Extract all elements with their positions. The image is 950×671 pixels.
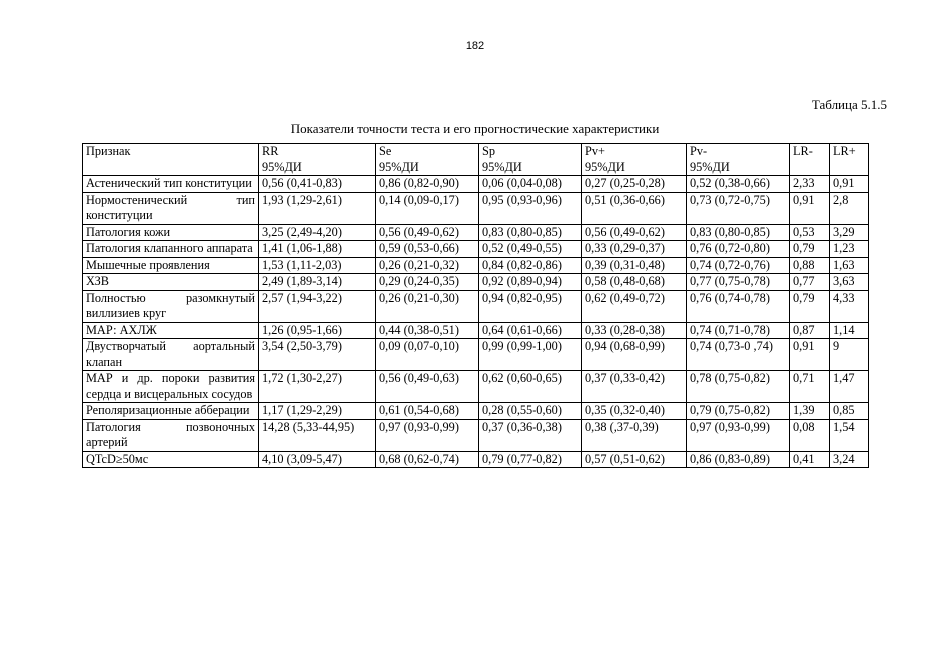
table-cell: 0,27 (0,25-0,28) — [582, 176, 687, 193]
table-cell: 0,77 (0,75-0,78) — [687, 274, 790, 291]
table-cell: 0,56 (0,41-0,83) — [259, 176, 376, 193]
table-cell: 0,29 (0,24-0,35) — [376, 274, 479, 291]
table-cell: 1,17 (1,29-2,29) — [259, 403, 376, 420]
table-cell: 0,91 — [790, 339, 830, 371]
table-cell: 0,87 — [790, 322, 830, 339]
column-header — [790, 144, 830, 176]
table-cell: 1,54 — [830, 419, 869, 451]
column-header — [83, 144, 259, 176]
table-cell: 1,39 — [790, 403, 830, 420]
table-cell: 0,52 (0,38-0,66) — [687, 176, 790, 193]
row-feature-cell: МАР и др. пороки развития сердца и висцеральных сосудов — [83, 371, 259, 403]
table-cell: 3,63 — [830, 274, 869, 291]
table-cell: 2,57 (1,94-3,22) — [259, 290, 376, 322]
table-cell: 0,74 (0,72-0,76) — [687, 257, 790, 274]
table-cell: 4,33 — [830, 290, 869, 322]
table-cell: 0,74 (0,73-0 ,74) — [687, 339, 790, 371]
table-row — [83, 274, 869, 291]
table-cell: 0,94 (0,82-0,95) — [479, 290, 582, 322]
table-row — [83, 176, 869, 193]
column-header-sublabel: 95%ДИ — [690, 159, 730, 174]
table-cell: 2,49 (1,89-3,14) — [259, 274, 376, 291]
table-cell: 3,54 (2,50-3,79) — [259, 339, 376, 371]
table-cell: 0,83 (0,80-0,85) — [479, 224, 582, 241]
table-cell: 0,53 — [790, 224, 830, 241]
row-feature-cell: Астенический тип конституции — [83, 176, 259, 193]
column-header-sublabel: 95%ДИ — [379, 159, 419, 174]
column-header-sublabel: 95%ДИ — [585, 159, 625, 174]
table-cell: 1,14 — [830, 322, 869, 339]
table-title: Показатели точности теста и его прогностические характеристики — [290, 121, 660, 136]
table-cell: 9 — [830, 339, 869, 371]
row-feature-cell: ХЗВ — [83, 274, 259, 291]
row-feature-cell: Реполяризационные абберации — [83, 403, 259, 420]
table-row — [83, 192, 869, 224]
column-header — [259, 144, 376, 176]
table-row — [83, 371, 869, 403]
table-cell: 0,41 — [790, 451, 830, 468]
column-header — [830, 144, 869, 176]
table-cell: 0,88 — [790, 257, 830, 274]
table-cell: 0,77 — [790, 274, 830, 291]
table-cell: 0,57 (0,51-0,62) — [582, 451, 687, 468]
column-header — [687, 144, 790, 176]
table-cell: 0,33 (0,29-0,37) — [582, 241, 687, 258]
table-row — [83, 339, 869, 371]
table-cell: 0,99 (0,99-1,00) — [479, 339, 582, 371]
table-cell: 0,64 (0,61-0,66) — [479, 322, 582, 339]
table-cell: 0,84 (0,82-0,86) — [479, 257, 582, 274]
table-cell: 0,37 (0,36-0,38) — [479, 419, 582, 451]
table-cell: 0,39 (0,31-0,48) — [582, 257, 687, 274]
table-cell: 4,10 (3,09-5,47) — [259, 451, 376, 468]
table-header-row — [83, 144, 869, 176]
table-row — [83, 241, 869, 258]
table-cell: 0,68 (0,62-0,74) — [376, 451, 479, 468]
table-row — [83, 290, 869, 322]
table-cell: 3,24 — [830, 451, 869, 468]
table-cell: 0,94 (0,68-0,99) — [582, 339, 687, 371]
table-cell: 1,47 — [830, 371, 869, 403]
table-cell: 0,59 (0,53-0,66) — [376, 241, 479, 258]
table-cell: 0,85 — [830, 403, 869, 420]
table-cell: 0,76 (0,74-0,78) — [687, 290, 790, 322]
table-cell: 0,37 (0,33-0,42) — [582, 371, 687, 403]
column-header-sublabel: 95%ДИ — [482, 159, 522, 174]
row-feature-cell: Полностью разомкнутый виллизиев круг — [83, 290, 259, 322]
table-cell: 0,92 (0,89-0,94) — [479, 274, 582, 291]
table-cell: 1,26 (0,95-1,66) — [259, 322, 376, 339]
column-header-sublabel: 95%ДИ — [262, 159, 302, 174]
column-header-label: RR — [262, 144, 279, 158]
table-cell: 0,62 (0,49-0,72) — [582, 290, 687, 322]
column-header-label: Pv+ — [585, 144, 605, 158]
table-cell: 1,63 — [830, 257, 869, 274]
column-header-label: Se — [379, 144, 392, 158]
column-header-label: Признак — [86, 144, 131, 158]
table-cell: 0,26 (0,21-0,32) — [376, 257, 479, 274]
table-cell: 0,56 (0,49-0,63) — [376, 371, 479, 403]
table-cell: 1,23 — [830, 241, 869, 258]
table-row — [83, 403, 869, 420]
table-cell: 0,56 (0,49-0,62) — [582, 224, 687, 241]
row-feature-cell: Патология кожи — [83, 224, 259, 241]
table-row — [83, 322, 869, 339]
row-feature-cell: Патология позвоночных артерий — [83, 419, 259, 451]
data-table — [82, 143, 869, 468]
table-cell: 0,74 (0,71-0,78) — [687, 322, 790, 339]
row-feature-cell: Двустворчатый аортальный клапан — [83, 339, 259, 371]
table-cell: 0,28 (0,55-0,60) — [479, 403, 582, 420]
table-cell: 0,97 (0,93-0,99) — [687, 419, 790, 451]
table-row — [83, 451, 869, 468]
row-feature-cell: QTcD≥50мс — [83, 451, 259, 468]
table-cell: 0,91 — [790, 192, 830, 224]
row-feature-cell: Патология клапанного аппарата — [83, 241, 259, 258]
table-row — [83, 419, 869, 451]
column-header-label: Pv- — [690, 144, 708, 158]
table-cell: 0,62 (0,60-0,65) — [479, 371, 582, 403]
table-cell: 2,8 — [830, 192, 869, 224]
table-cell: 0,76 (0,72-0,80) — [687, 241, 790, 258]
table-cell: 0,26 (0,21-0,30) — [376, 290, 479, 322]
table-cell: 0,86 (0,82-0,90) — [376, 176, 479, 193]
table-cell: 0,35 (0,32-0,40) — [582, 403, 687, 420]
column-header — [582, 144, 687, 176]
table-cell: 0,95 (0,93-0,96) — [479, 192, 582, 224]
table-cell: 0,79 — [790, 290, 830, 322]
row-feature-cell: МАР: АХЛЖ — [83, 322, 259, 339]
table-cell: 0,09 (0,07-0,10) — [376, 339, 479, 371]
table-cell: 0,58 (0,48-0,68) — [582, 274, 687, 291]
row-feature-cell: Нормостенический тип конституции — [83, 192, 259, 224]
table-cell: 3,29 — [830, 224, 869, 241]
table-cell: 0,51 (0,36-0,66) — [582, 192, 687, 224]
table-cell: 0,97 (0,93-0,99) — [376, 419, 479, 451]
table-cell: 0,33 (0,28-0,38) — [582, 322, 687, 339]
table-cell: 0,44 (0,38-0,51) — [376, 322, 479, 339]
table-cell: 0,79 (0,75-0,82) — [687, 403, 790, 420]
table-cell: 0,14 (0,09-0,17) — [376, 192, 479, 224]
table-cell: 0,71 — [790, 371, 830, 403]
table-cell: 1,41 (1,06-1,88) — [259, 241, 376, 258]
column-header — [479, 144, 582, 176]
table-cell: 0,52 (0,49-0,55) — [479, 241, 582, 258]
table-cell: 14,28 (5,33-44,95) — [259, 419, 376, 451]
table-cell: 0,56 (0,49-0,62) — [376, 224, 479, 241]
table-row — [83, 224, 869, 241]
table-cell: 0,86 (0,83-0,89) — [687, 451, 790, 468]
table-cell: 1,72 (1,30-2,27) — [259, 371, 376, 403]
column-header — [376, 144, 479, 176]
page-number: 182 — [465, 40, 485, 52]
table-cell: 3,25 (2,49-4,20) — [259, 224, 376, 241]
table-cell: 0,79 — [790, 241, 830, 258]
table-cell: 1,93 (1,29-2,61) — [259, 192, 376, 224]
table-cell: 0,38 (,37-0,39) — [582, 419, 687, 451]
table-cell: 1,53 (1,11-2,03) — [259, 257, 376, 274]
column-header-label: LR+ — [833, 144, 856, 158]
table-cell: 0,91 — [830, 176, 869, 193]
table-cell: 2,33 — [790, 176, 830, 193]
row-feature-cell: Мышечные проявления — [83, 257, 259, 274]
table-cell: 0,83 (0,80-0,85) — [687, 224, 790, 241]
column-header-label: Sp — [482, 144, 495, 158]
table-row — [83, 257, 869, 274]
table-cell: 0,08 — [790, 419, 830, 451]
table-cell: 0,79 (0,77-0,82) — [479, 451, 582, 468]
table-cell: 0,73 (0,72-0,75) — [687, 192, 790, 224]
table-label: Таблица 5.1.5 — [811, 97, 887, 112]
table-cell: 0,78 (0,75-0,82) — [687, 371, 790, 403]
column-header-label: LR- — [793, 144, 813, 158]
table-cell: 0,61 (0,54-0,68) — [376, 403, 479, 420]
table-cell: 0,06 (0,04-0,08) — [479, 176, 582, 193]
